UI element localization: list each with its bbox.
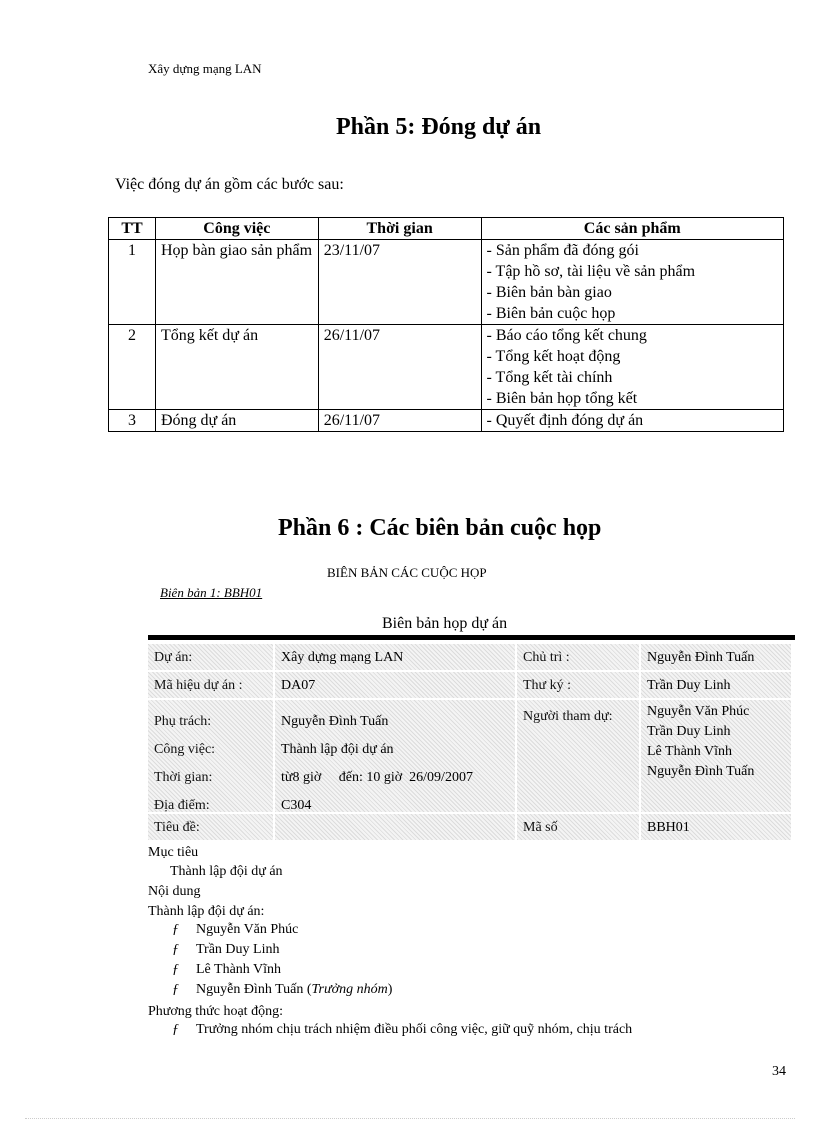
participant: Nguyễn Văn Phúc <box>647 704 750 719</box>
work-value: Thành lập đội dự án <box>281 742 394 757</box>
lead-value: Nguyễn Đình Tuấn <box>281 714 389 729</box>
id-label: Mã số <box>517 814 639 840</box>
row-tt: 3 <box>109 410 156 432</box>
row-tt: 1 <box>109 240 156 325</box>
product-item: - Tổng kết tài chính <box>486 369 613 386</box>
place-label: Địa điểm: <box>154 798 210 813</box>
row-products <box>481 410 783 432</box>
section5-title: Phần 5: Đóng dự án <box>336 114 542 140</box>
minutes-caption: Biên bản họp dự án <box>382 615 508 632</box>
row-products <box>481 240 783 325</box>
subject-label: Tiêu đề: <box>148 814 273 840</box>
participants-list <box>641 700 791 812</box>
row-time: 23/11/07 <box>318 240 481 325</box>
minutes-reference: Biên bản 1: BBH01 <box>160 585 263 600</box>
row-time: 26/11/07 <box>318 325 481 410</box>
content-heading: Nội dung <box>148 884 201 899</box>
team-member: ƒ Lê Thành Vĩnh <box>172 962 282 977</box>
page-edge <box>25 1118 795 1119</box>
product-item: - Quyết định đóng dự án <box>486 412 644 429</box>
goal-heading: Mục tiêu <box>148 845 199 860</box>
project-label: Dự án: <box>148 644 273 670</box>
bullet-icon: ƒ <box>172 1022 179 1037</box>
table-row <box>109 240 784 325</box>
row-products <box>481 325 783 410</box>
subject-value <box>275 814 515 840</box>
id-value: BBH01 <box>641 814 791 840</box>
detail-values <box>275 700 515 812</box>
team-heading: Thành lập đội dự án: <box>148 904 265 919</box>
col-task: Công việc <box>155 218 318 240</box>
table-row <box>109 410 784 432</box>
participant: Nguyễn Đình Tuấn <box>647 764 755 779</box>
closing-steps-table <box>108 217 784 432</box>
row-time: 26/11/07 <box>318 410 481 432</box>
divider <box>148 635 795 640</box>
code-label: Mã hiệu dự án : <box>148 672 273 698</box>
col-products: Các sản phẩm <box>481 218 783 240</box>
product-item: - Tập hồ sơ, tài liệu về sản phẩm <box>486 263 696 280</box>
row-task: Tổng kết dự án <box>155 325 318 410</box>
table-row <box>109 325 784 410</box>
bullet-icon: ƒ <box>172 922 179 937</box>
place-value: C304 <box>281 798 312 813</box>
lead-label: Phụ trách: <box>154 714 212 729</box>
product-item: - Biên bản họp tổng kết <box>486 390 638 407</box>
product-item: - Biên bản cuộc họp <box>486 305 616 322</box>
code-value: DA07 <box>275 672 515 698</box>
method-item: ƒ Trưởng nhóm chịu trách nhiệm điều phối công việc, giữ quỹ nhóm, chịu trách <box>172 1022 633 1037</box>
goal-text: Thành lập đội dự án <box>170 864 283 879</box>
meeting-form <box>148 642 791 842</box>
col-time: Thời gian <box>318 218 481 240</box>
detail-labels <box>148 700 273 812</box>
bullet-icon: ƒ <box>172 942 179 957</box>
bullet-icon: ƒ <box>172 982 179 997</box>
row-tt: 2 <box>109 325 156 410</box>
bullet-icon: ƒ <box>172 962 179 977</box>
method-heading: Phương thức hoạt động: <box>148 1004 283 1019</box>
table-header-row <box>109 218 784 240</box>
chair-label: Chủ trì : <box>517 644 639 670</box>
col-tt: TT <box>109 218 156 240</box>
section5-intro: Việc đóng dự án gồm các bước sau: <box>115 176 344 193</box>
row-task: Họp bàn giao sản phẩm <box>155 240 318 325</box>
project-value: Xây dựng mạng LAN <box>275 644 515 670</box>
team-member: ƒ Nguyễn Đình Tuấn (Trưởng nhóm) <box>172 982 393 997</box>
page-number: 34 <box>772 1064 786 1079</box>
work-label: Công việc: <box>154 742 216 757</box>
participant: Trần Duy Linh <box>647 724 731 739</box>
minutes-title: BIÊN BẢN CÁC CUỘC HỌP <box>327 565 487 580</box>
chair-value: Nguyễn Đình Tuấn <box>641 644 791 670</box>
secretary-value: Trần Duy Linh <box>641 672 791 698</box>
product-item: - Báo cáo tổng kết chung <box>486 327 647 344</box>
product-item: - Tổng kết hoạt động <box>486 348 621 365</box>
team-member: ƒ Trần Duy Linh <box>172 942 280 957</box>
secretary-label: Thư ký : <box>517 672 639 698</box>
participant: Lê Thành Vĩnh <box>647 744 733 759</box>
section6-title: Phần 6 : Các biên bản cuộc họp <box>278 515 602 541</box>
time-value: từ8 giờ đến: 10 giờ 26/09/2007 <box>281 770 473 785</box>
product-item: - Biên bản bàn giao <box>486 284 612 301</box>
row-task: Đóng dự án <box>155 410 318 432</box>
page-header: Xây dựng mạng LAN <box>148 61 262 76</box>
team-lead-note: Trưởng nhóm <box>311 982 388 997</box>
product-item: - Sản phẩm đã đóng gói <box>486 242 639 259</box>
team-member: ƒ Nguyễn Văn Phúc <box>172 922 299 937</box>
participants-label: Người tham dự: <box>517 700 639 812</box>
time-label: Thời gian: <box>154 770 213 785</box>
